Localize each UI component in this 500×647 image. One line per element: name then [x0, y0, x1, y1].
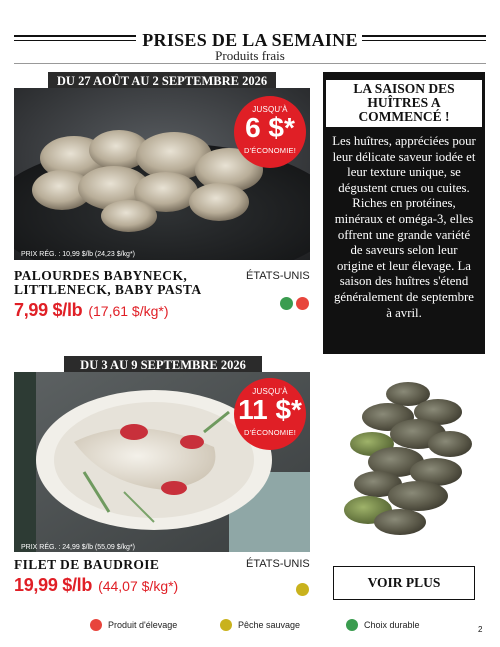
product-origin-clams: ÉTATS-UNIS	[246, 270, 310, 282]
date-banner-clams: DU 27 AOÛT AU 2 SEPTEMBRE 2026	[48, 72, 276, 90]
legend-sustainable-label: Choix durable	[364, 620, 420, 630]
oyster-season-panel	[323, 72, 485, 354]
legend-sustainable-dot	[346, 619, 358, 631]
product-price-clams	[14, 300, 169, 321]
savings-badge-clams	[234, 96, 306, 168]
regular-price-monkfish: PRIX RÉG. : 24,99 $/lb (55,09 $/kg*)	[21, 544, 136, 551]
sustainable-choice-dot	[280, 297, 293, 310]
farmed-product-dot	[296, 297, 309, 310]
badge-amount: 6 $*	[245, 112, 295, 143]
price-per-kg: (44,07 $/kg*)	[98, 578, 179, 594]
legend-wild-dot	[220, 619, 232, 631]
product-name-monkfish: FILET DE BAUDROIE	[14, 557, 160, 572]
regular-price-clams: PRIX RÉG. : 10,99 $/lb (24,23 $/kg*)	[21, 251, 136, 258]
date-banner-monkfish: DU 3 AU 9 SEPTEMBRE 2026	[64, 356, 262, 374]
page-subtitle: Produits frais	[215, 48, 285, 63]
oysters-image	[330, 372, 480, 552]
savings-badge-monkfish	[234, 378, 306, 450]
wild-catch-dot	[296, 583, 309, 596]
badge-bottom-text: D'ÉCONOMIE!	[244, 146, 296, 155]
badge-amount: 11 $*	[238, 394, 302, 425]
header-rule-bottom	[14, 63, 486, 64]
price-per-kg: (17,61 $/kg*)	[88, 303, 169, 319]
product-name-clams-line2: LITTLENECK, BABY PASTA	[14, 282, 202, 297]
price-per-lb: 19,99 $/lb	[14, 575, 93, 595]
legend-farmed-label: Produit d'élevage	[108, 620, 178, 630]
legend-wild-label: Pêche sauvage	[238, 620, 301, 630]
season-body-text: Les huîtres, appréciées pour leur délicate saveur iodée et leur texture unique, se dégustent crues ou cuites. Riches en protéines, minéraux et oméga-3, elles offrent une grande variété de saveurs selon leur origine et leur élevage. La saison des huîtres s'étend généralement de septembre à avril.	[332, 134, 476, 320]
page-title: PRISES DE LA SEMAINE	[142, 30, 358, 50]
price-per-lb: 7,99 $/lb	[14, 300, 83, 320]
badge-top-text: JUSQU'À	[252, 387, 288, 396]
oysters-photo	[330, 372, 480, 552]
product-name-clams-line1: PALOURDES BABYNECK,	[14, 268, 188, 283]
badge-top-text: JUSQU'À	[252, 105, 288, 114]
badge-bottom-text: D'ÉCONOMIE!	[244, 428, 296, 437]
product-origin-monkfish: ÉTATS-UNIS	[246, 558, 310, 570]
season-title: LA SAISON DES HUÎTRES A COMMENCÉ !	[326, 80, 482, 127]
see-more-button[interactable]: VOIR PLUS	[333, 566, 475, 600]
product-price-monkfish	[14, 575, 178, 596]
page-number: 2	[478, 625, 483, 634]
legend-farmed-dot	[90, 619, 102, 631]
